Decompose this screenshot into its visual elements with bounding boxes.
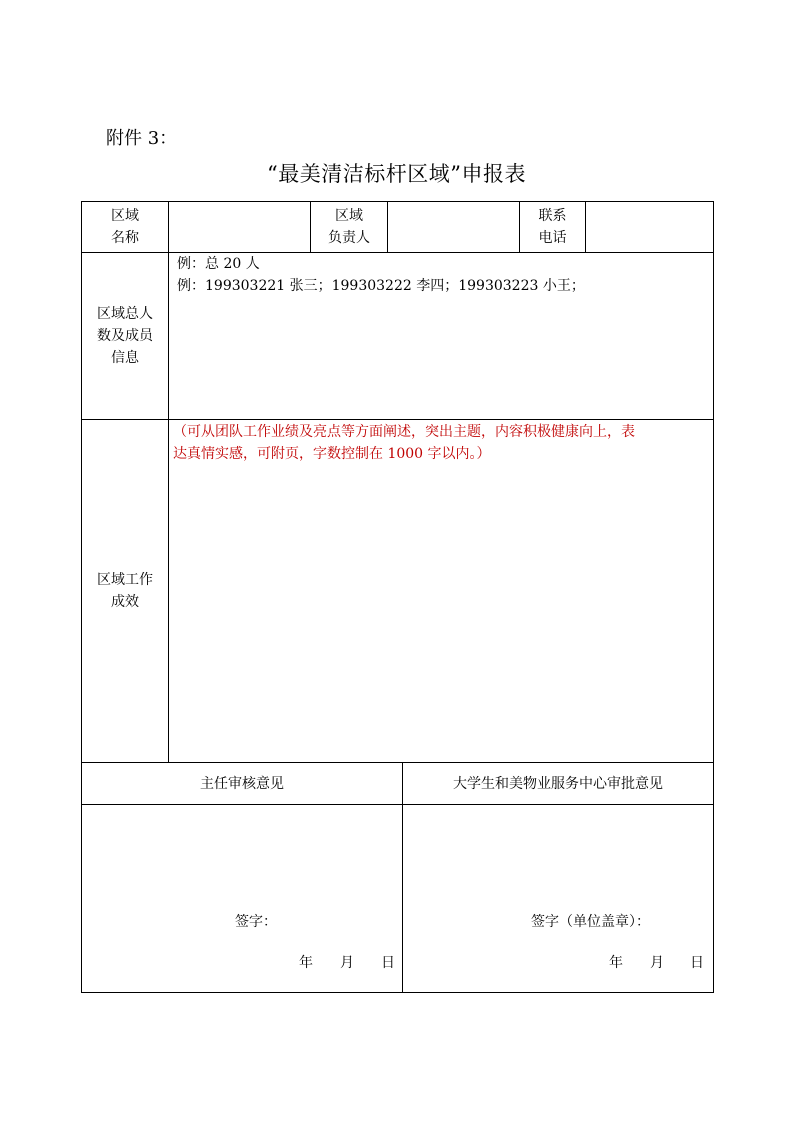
director-month-label: 月 bbox=[340, 955, 354, 971]
director-year-label: 年 bbox=[299, 955, 313, 971]
phone-field[interactable] bbox=[586, 202, 713, 252]
director-day-label: 日 bbox=[381, 955, 395, 971]
phone-label: 联系 电话 bbox=[538, 208, 567, 246]
director-review-header: 主任审核意见 bbox=[200, 775, 284, 792]
director-signature-label[interactable]: 签字： bbox=[235, 914, 277, 930]
form-title: “最美清洁标杆区域”申报表 bbox=[267, 162, 526, 186]
table-border-bottom bbox=[81, 992, 714, 993]
area-name-field[interactable] bbox=[169, 202, 310, 252]
area-leader-label: 区域 负责人 bbox=[328, 208, 370, 246]
application-form-table bbox=[81, 201, 714, 993]
row-divider bbox=[81, 419, 714, 420]
achievements-hint-line2: 达真情实感，可附页，字数控制在 1000 字以内。） bbox=[173, 446, 491, 462]
table-border-right bbox=[713, 201, 714, 993]
achievements-hint-line1: （可从团队工作业绩及亮点等方面阐述，突出主题，内容积极健康向上，表 bbox=[173, 424, 635, 440]
center-year-label: 年 bbox=[609, 955, 623, 971]
area-leader-field[interactable] bbox=[388, 202, 519, 252]
center-approval-header: 大学生和美物业服务中心审批意见 bbox=[453, 775, 663, 792]
attachment-label: 附件 3： bbox=[106, 128, 178, 149]
area-name-label: 区域 名称 bbox=[111, 208, 139, 246]
members-label: 区域总人 数及成员 信息 bbox=[97, 306, 153, 366]
center-day-label: 日 bbox=[690, 955, 704, 971]
members-example-list: 例：199303221 张三；199303222 李四；199303223 小王； bbox=[177, 278, 585, 294]
achievements-label: 区域工作 成效 bbox=[97, 572, 153, 610]
members-field[interactable] bbox=[177, 253, 707, 297]
column-divider bbox=[168, 201, 169, 762]
members-example-total: 例：总 20 人 bbox=[177, 256, 260, 272]
row-divider bbox=[81, 804, 714, 805]
center-signature-label[interactable]: 签字（单位盖章）： bbox=[531, 914, 650, 930]
achievements-field[interactable] bbox=[173, 421, 709, 465]
center-month-label: 月 bbox=[650, 955, 664, 971]
